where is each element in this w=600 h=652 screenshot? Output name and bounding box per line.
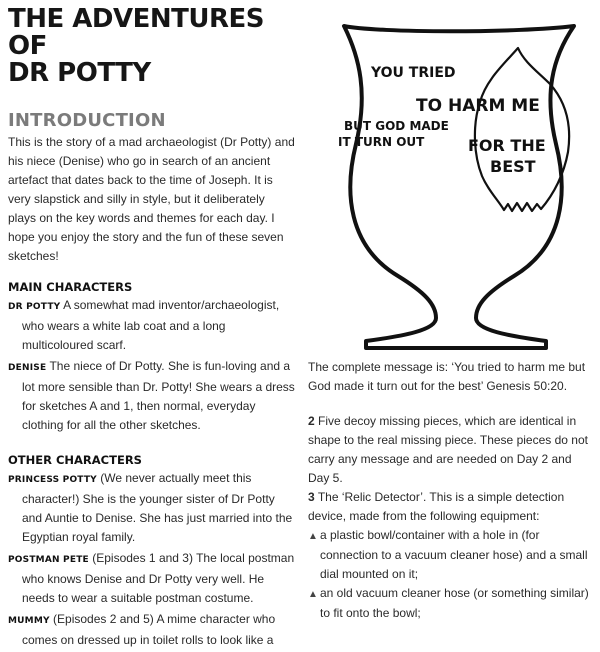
triangle-bullet-icon: ▲ — [308, 589, 318, 600]
character-entry — [8, 296, 296, 355]
item-text: Five decoy missing pieces, which are identical in shape to the real missing piece. These pieces do not carry any message and are needed on Day 2 and Day 5. — [308, 414, 588, 485]
vase-text-line-1: YOU TRIED — [371, 65, 456, 81]
vase-text-line-4b: BEST — [490, 157, 536, 176]
bullet-text: an old vacuum cleaner hose (or something similar) to fit onto the bowl; — [320, 586, 589, 620]
bullet-text: a plastic bowl/container with a hole in (for connection to a vacuum cleaner hose) and a small dial mounted on it; — [320, 528, 588, 581]
page-title — [8, 6, 296, 87]
equipment-item-2 — [308, 412, 592, 488]
bullet-item — [308, 526, 592, 584]
character-entry — [8, 549, 296, 608]
item-number: 3 — [308, 490, 315, 504]
character-name: DENISE — [8, 363, 47, 373]
vase-text-line-3a: BUT GOD MADE — [344, 119, 449, 133]
character-name: POSTMAN PETE — [8, 555, 89, 565]
other-characters-heading: OTHER CHARACTERS — [8, 453, 142, 467]
triangle-bullet-icon: ▲ — [308, 531, 318, 542]
introduction-heading: INTRODUCTION — [8, 110, 166, 131]
character-description: (Episodes 2 and 5) A mime character who comes on dressed up in toilet rolls to look like a — [22, 612, 276, 647]
character-entry — [8, 357, 296, 435]
item-number: 2 — [308, 414, 315, 428]
character-description: The niece of Dr Potty. She is fun-loving and a lot more sensible than Dr. Potty! She wears a dress for sketches A and 1, then normal, everyday clothing for all the other sketches. — [22, 359, 295, 432]
main-characters-heading: MAIN CHARACTERS — [8, 280, 133, 294]
introduction-text: This is the story of a mad archaeologist (Dr Potty) and his niece (Denise) who go in search of an ancient artefact that dates back to the time of Joseph. It is very slapstick and silly in style, but it deliberately plays on the key words and themes for each day. I hope you enjoy the story and the fun of these seven sketches! — [8, 135, 295, 263]
title-line-2: DR POTTY — [8, 58, 151, 88]
character-name: MUMMY — [8, 616, 50, 626]
character-entry — [8, 469, 296, 547]
vase-text-line-2: TO HARM ME — [416, 96, 540, 116]
vase-text-line-3b: IT TURN OUT — [338, 135, 425, 149]
vase-text-line-4a: FOR THE — [468, 136, 546, 155]
character-name: PRINCESS POTTY — [8, 475, 97, 485]
character-description: (Episodes 1 and 3) The local postman who knows Denise and Dr Potty very well. He needs to wear a suitable postman costume. — [22, 551, 295, 605]
left-column — [8, 6, 296, 652]
character-description: (We never actually meet this character!) She is the younger sister of Dr Potty and Auntie to Denise. She has just married into the Egyptian royal family. — [22, 471, 293, 544]
equipment-item-3 — [308, 488, 592, 526]
right-text-block — [308, 358, 592, 623]
character-description: A somewhat mad inventor/archaeologist, who wears a white lab coat and a long multicoloured scarf. — [22, 298, 280, 352]
title-line-1: THE ADVENTURES OF — [8, 4, 265, 61]
bullet-item — [308, 584, 592, 623]
complete-message-text: The complete message is: ‘You tried to harm me but God made it turn out for the best’ Genesis 50:20. — [308, 360, 586, 393]
character-entry — [8, 610, 296, 650]
vase-illustration — [318, 14, 592, 350]
character-name: DR POTTY — [8, 302, 61, 312]
item-text: The ‘Relic Detector’. This is a simple detection device, made from the following equipment: — [308, 490, 565, 523]
